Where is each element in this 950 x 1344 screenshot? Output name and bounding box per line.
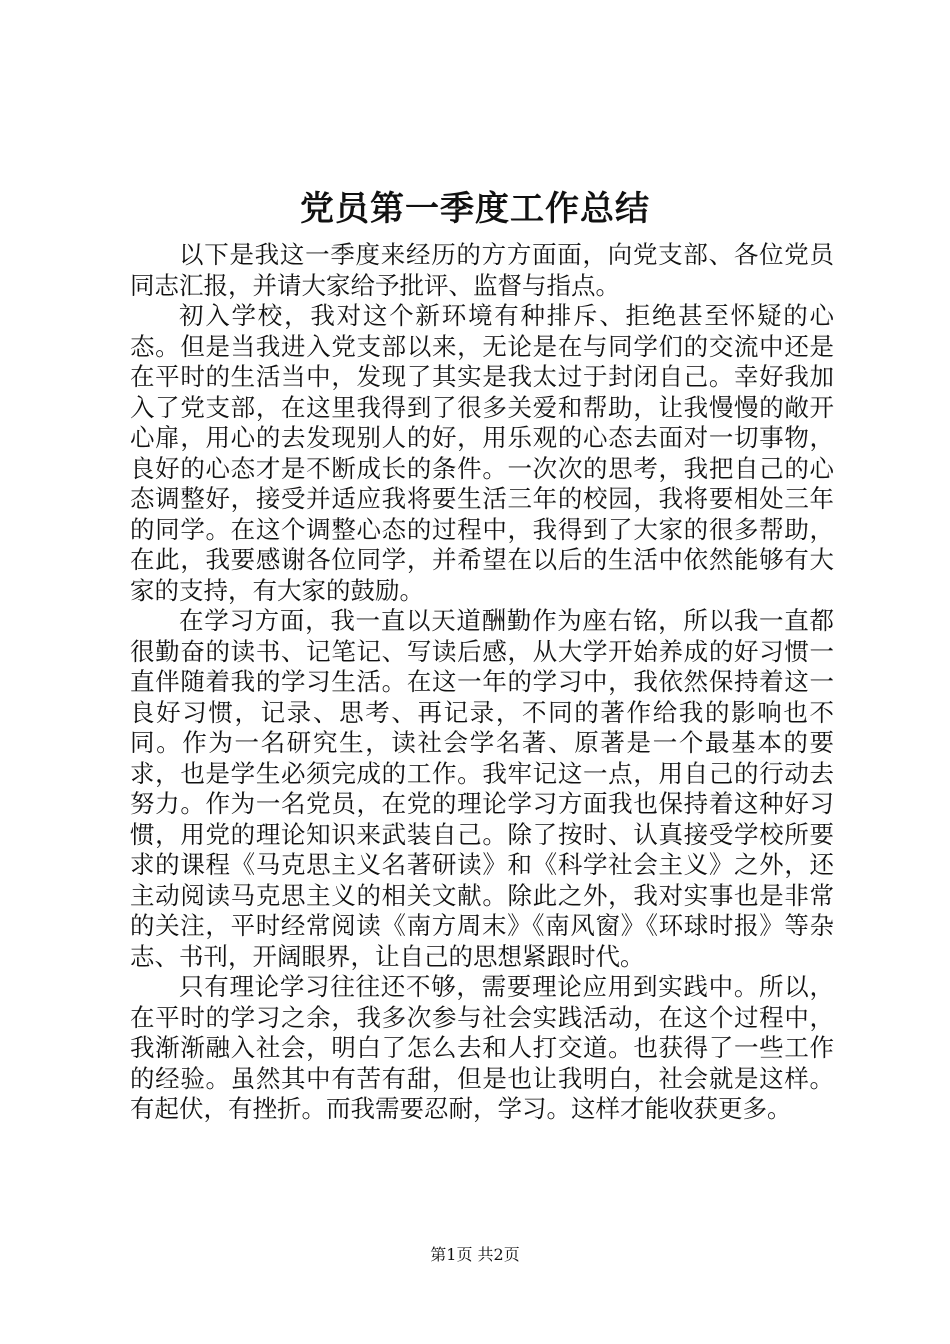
document-body xyxy=(130,240,834,1125)
paragraph: 以下是我这一季度来经历的方方面面，向党支部、各位党员同志汇报，并请大家给予批评、监督与指点。 xyxy=(130,240,834,300)
page-number-footer: 第1页 共2页 xyxy=(430,1245,520,1264)
paragraph: 在学习方面，我一直以天道酬勤作为座右铭，所以我一直都很勤奋的读书、记笔记、写读后感，从大学开始养成的好习惯一直伴随着我的学习生活。在这一年的学习中，我依然保持着这一良好习惯，记录、思考、再记录，不同的著作给我的影响也不同。作为一名研究生，读社会学名著、原著是一个最基本的要求，也是学生必须完成的工作。我牢记这一点，用自己的行动去努力。作为一名党员，在党的理论学习方面我也保持着这种好习惯，用党的理论知识来武装自己。除了按时、认真接受学校所要求的课程《马克思主义名著研读》和《科学社会主义》之外，还主动阅读马克思主义的相关文献。除此之外，我对实事也是非常的关注，平时经常阅读《南方周末》《南风窗》《环球时报》等杂志、书刊，开阔眼界，让自己的思想紧跟时代。 xyxy=(130,606,834,971)
paragraph: 只有理论学习往往还不够，需要理论应用到实践中。所以，在平时的学习之余，我多次参与社会实践活动，在这个过程中，我渐渐融入社会，明白了怎么去和人打交道。也获得了一些工作的经验。虽然其中有苦有甜，但是也让我明白，社会就是这样。有起伏，有挫折。而我需要忍耐，学习。这样才能收获更多。 xyxy=(130,972,834,1123)
page-title: 党员第一季度工作总结 xyxy=(300,189,650,229)
paragraph: 初入学校，我对这个新环境有种排斥、拒绝甚至怀疑的心态。但是当我进入党支部以来，无论是在与同学们的交流中还是在平时的生活当中，发现了其实是我太过于封闭自己。幸好我加入了党支部，在这里我得到了很多关爱和帮助，让我慢慢的敞开心扉，用心的去发现别人的好，用乐观的心态去面对一切事物，良好的心态才是不断成长的条件。一次次的思考，我把自己的心态调整好，接受并适应我将要生活三年的校园，我将要相处三年的同学。在这个调整心态的过程中，我得到了大家的很多帮助，在此，我要感谢各位同学，并希望在以后的生活中依然能够有大家的支持，有大家的鼓励。 xyxy=(130,301,834,605)
